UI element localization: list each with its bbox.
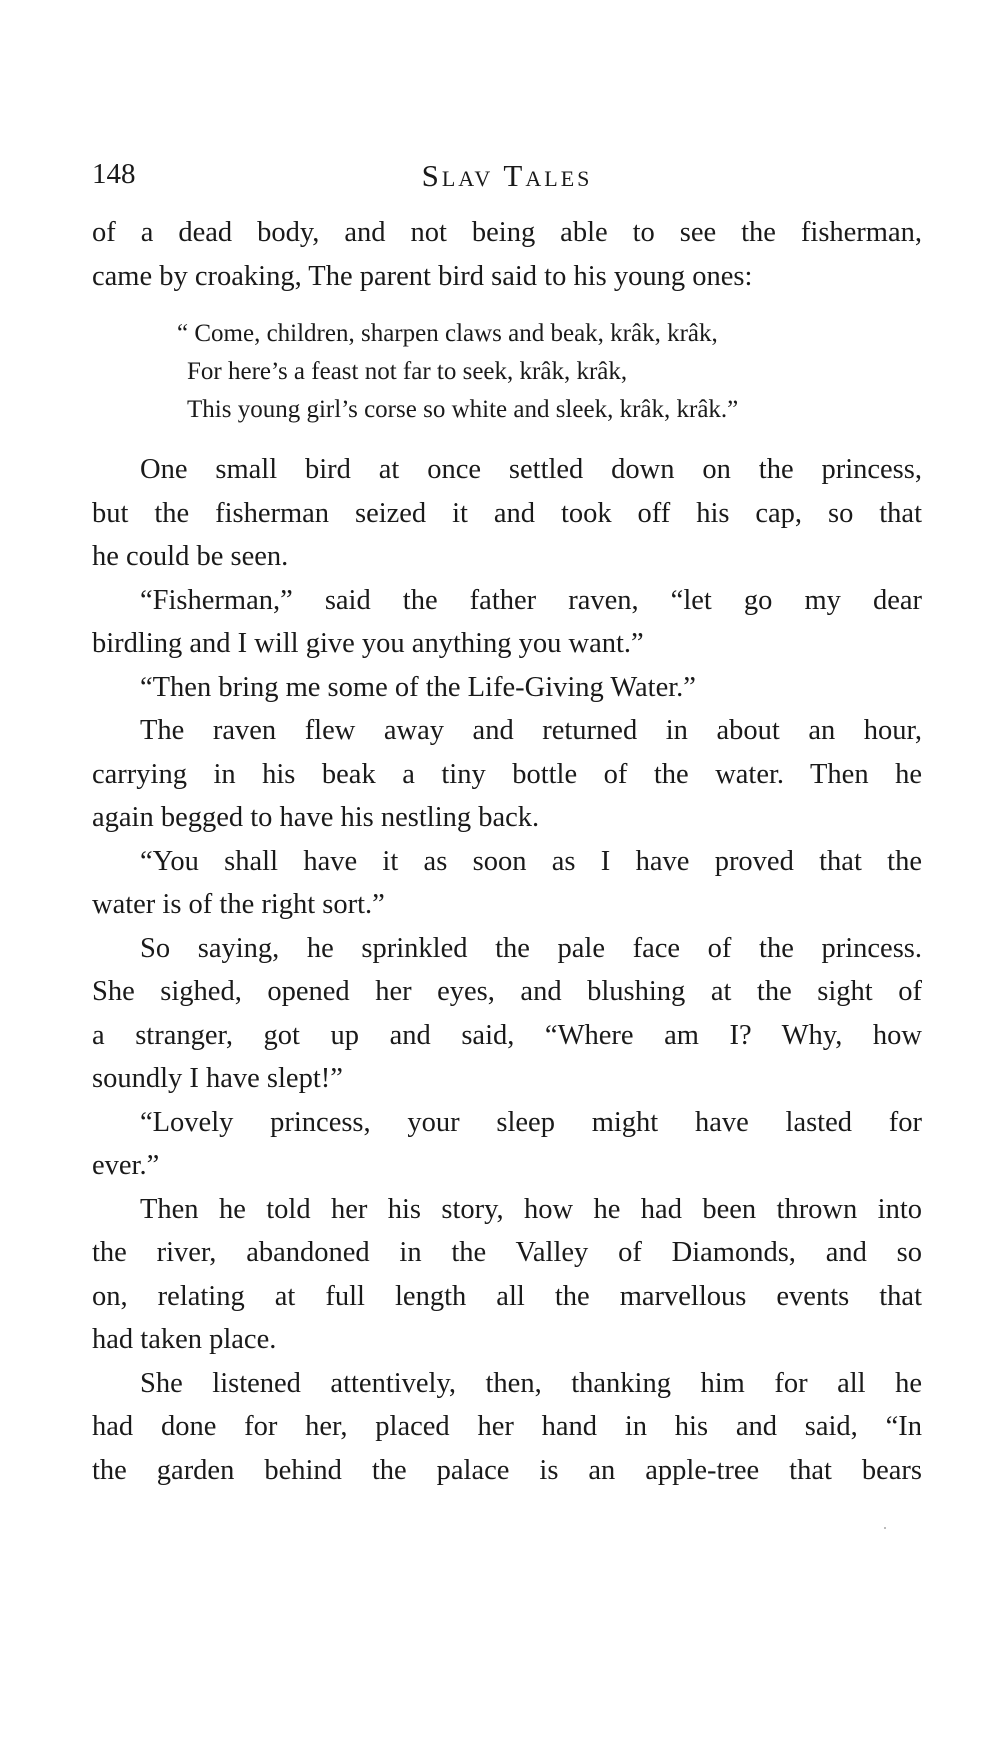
- paragraph-continued: [92, 211, 922, 298]
- text-line: soundly I have slept!”: [92, 1063, 343, 1094]
- verse-line: For here’s a feast not far to seek, krâk, krâk,: [187, 358, 628, 385]
- text-line: again begged to have his nestling back.: [92, 802, 540, 833]
- paragraph: [92, 709, 922, 840]
- text-line: he could be seen.: [92, 541, 289, 572]
- text-line: So saying, he sprinkled the pale face of the princess.: [140, 932, 922, 964]
- paragraph: [92, 579, 922, 666]
- text-line: Then he told her his story, how he had been thrown into: [140, 1193, 922, 1225]
- text-line: on, relating at full length all the marvellous events that: [92, 1280, 922, 1312]
- text-line: but the fisherman seized it and took off his cap, so that: [92, 497, 922, 529]
- text-line: the river, abandoned in the Valley of Diamonds, and so: [92, 1237, 922, 1268]
- ink-speck: [884, 1527, 886, 1529]
- text-line: “Lovely princess, your sleep might have lasted for: [140, 1106, 922, 1138]
- text-line: of a dead body, and not being able to see the fisherman,: [92, 217, 922, 248]
- text-line: the garden behind the palace is an apple-tree that bears: [92, 1454, 922, 1486]
- text-line: The raven flew away and returned in about an hour,: [140, 715, 922, 746]
- running-head: [92, 158, 922, 198]
- body-text: [92, 211, 922, 1492]
- text-line: “You shall have it as soon as I have proved that the: [140, 845, 922, 877]
- text-line: a stranger, got up and said, “Where am I? Why, how: [92, 1019, 922, 1051]
- verse-line: This young girl’s corse so white and sleek, krâk, krâk.”: [187, 396, 739, 423]
- text-line: One small bird at once settled down on the princess,: [140, 454, 922, 485]
- text-line: “Fisherman,” said the father raven, “let go my dear: [140, 584, 922, 616]
- text-line: She sighed, opened her eyes, and blushing at the sight of: [92, 976, 922, 1007]
- paragraph: [92, 1188, 922, 1362]
- text-line: water is of the right sort.”: [92, 889, 385, 920]
- paragraph: [92, 1101, 922, 1188]
- paragraph: [92, 927, 922, 1101]
- running-title: Slav Tales: [421, 158, 593, 193]
- text-line: She listened attentively, then, thanking him for all he: [140, 1367, 922, 1399]
- text-line: came by croaking, The parent bird said to his young ones:: [92, 260, 753, 292]
- verse-block: [177, 315, 922, 429]
- paragraph: [92, 840, 922, 927]
- verse-line: “ Come, children, sharpen claws and beak, krâk, krâk,: [177, 320, 718, 347]
- text-line: had taken place.: [92, 1324, 277, 1355]
- text-line: had done for her, placed her hand in his and said, “In: [92, 1411, 922, 1442]
- text-line: ever.”: [92, 1150, 160, 1181]
- paragraph: [92, 666, 922, 710]
- page-number: 148: [92, 158, 136, 190]
- text-line: “Then bring me some of the Life-Giving Water.”: [140, 671, 696, 703]
- paragraph: [92, 448, 922, 579]
- paragraph: [92, 1362, 922, 1493]
- text-line: birdling and I will give you anything you want.”: [92, 628, 644, 659]
- text-line: carrying in his beak a tiny bottle of the water. Then he: [92, 758, 922, 790]
